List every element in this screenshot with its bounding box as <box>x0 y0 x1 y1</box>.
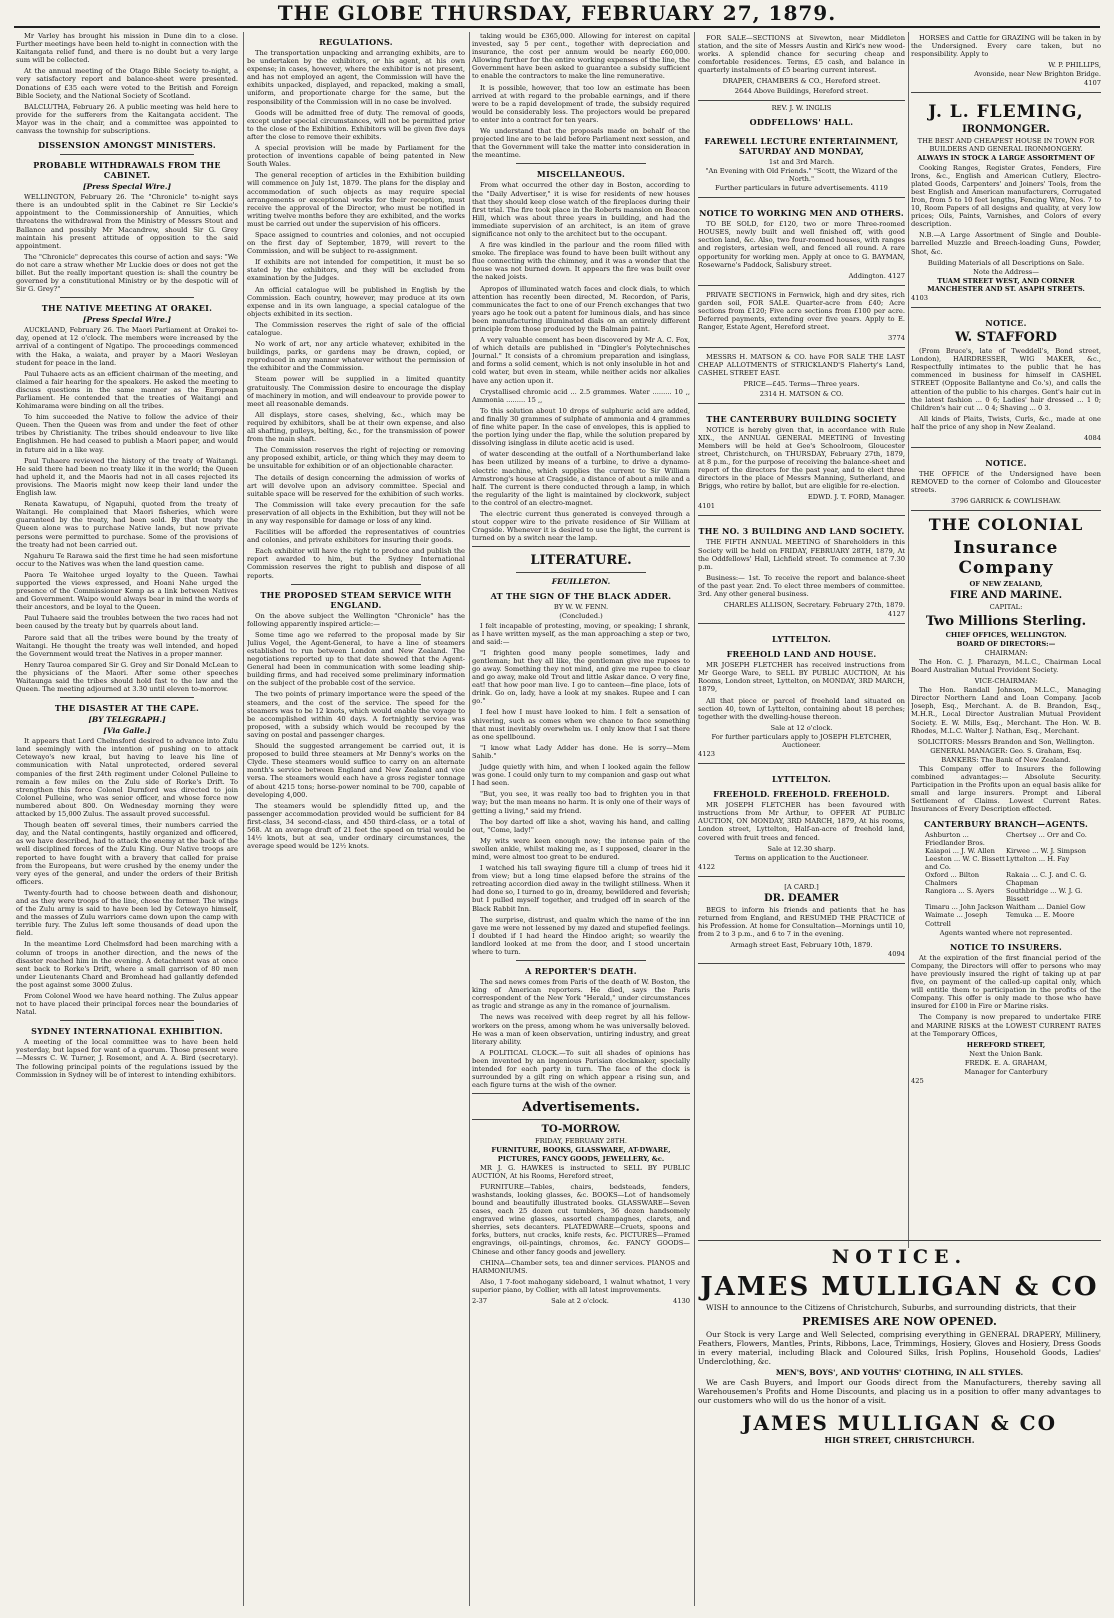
ad-subtitle: IRONMONGER. <box>962 124 1050 136</box>
paragraph: The news was received with deep regret by all his fellow-workers on the press, among whom he was universally beloved. He was a man of keen observation, untiring industry, and great literary ability. <box>472 1013 690 1046</box>
paragraph: Space assigned to countries and colonies, and not occupied on the first day of September, 1879, will revert to the Commission, and will be subject to re-assignment. <box>247 230 465 256</box>
paragraph: From Colonel Wood we have heard nothing. The Zulus appear not to have placed their principal forces near the boundaries of Natal. <box>16 992 238 1017</box>
paragraph: A fire was kindled in the parlour and the room filled with smoke. The fireplace was found to have been built without any flue connecting with the chimney, and it was a wonder that the house was not burned down. It appears the fire was built over the naked joists. <box>472 241 690 282</box>
ad-text: Building Materials of all Descriptions on Sale. <box>927 258 1085 267</box>
ad-block <box>698 351 905 403</box>
ad-signature: EDWD. J. T. FORD, Manager. <box>807 493 905 502</box>
headline: THE NATIVE MEETING AT ORAKEI. <box>41 303 213 314</box>
ad-subtitle: OF NEW ZEALAND, <box>969 580 1043 589</box>
ad-text: For further particulars apply to JOSEPH FLETCHER, Auctioneer. <box>711 732 892 749</box>
ad-heading: TO-MORROW. <box>541 1124 621 1136</box>
paragraph: A meeting of the local committee was to have been held yesterday, but lapsed for want of a quorum. Those present were—Messrs C. W. Turner, J. Rosemont, and A. A. Bird (secretary). The following principal points of the regulations issued by the Commission in Sydney will be of interest to intending exhibitors. <box>16 1038 238 1079</box>
wire-label: [Press Special Wire.] <box>82 182 172 192</box>
paragraph: On the above subject the Wellington "Chronicle" has the following apparently inspired article:— <box>247 611 465 628</box>
section-heading: LITERATURE. <box>530 553 632 569</box>
paragraph: Judge quietly with him, and when I looked again the fellow was gone. I could only turn to my companion and gasp out what I had seen. <box>472 763 690 788</box>
paragraph: The details of design concerning the admission of works of art will devolve upon an advisory committee. Special and suitable space will be reserved for the exhibition of such works. <box>247 473 465 498</box>
divider <box>472 1119 690 1120</box>
ad-block <box>698 627 905 764</box>
paragraph: This Company offer to Insurers the following combined advantages:— Absolute Security. Participation in the Profits upon an equal basis alike for small and large insurers. Prompt and Liberal Settlement of Claims. Lowest Current Rates. Insurances of Every Description effected. <box>911 764 1101 814</box>
paragraph: The general reception of articles in the Exhibition building will commence on July 1st, 1879. The plans for the display and accommodation of such objects as may require special arrangements or exceptional works for their reception, must receive the approval of the Director, who must be notified in writing twelve months before they are exhibited, and the works must be carried out under the supervision of his officers. <box>247 171 465 228</box>
divider <box>516 572 647 573</box>
ad-sale-time: Sale at 12.30 sharp. <box>767 844 836 853</box>
paragraph: It is possible, however, that too low an estimate has been arrived at with regard to the probable earnings, and if there were to be a rapid development of trade, the subsidy required would be considerably less. The projectors would be prepared to enter into a contract for ten years. <box>472 83 690 124</box>
ad-sale-time: Sale at 2 o'clock. <box>551 1297 609 1305</box>
paragraph: AUCKLAND, February 26. The Maori Parliament at Orakei to-day, opened at 12 o'clock. The members were increased by the arrival of a contingent of Ngatipo. The proceedings commenced with the Haka, a waiata, and prayer by a Maori Wesleyan student for peace in the land. <box>16 326 238 367</box>
ad-block <box>911 32 1101 93</box>
paragraph: of water descending at the outfall of a Northumberland lake has been utilized by means of a turbine, to drive a dynamo-electric machine, which supplies the current to Sir William Armstrong's house at Cragside, a distance of about a mile and a half. The current is there conducted through a lamp, in which the regularity of the light is maintained by clockwork, subject to the control of an electro-magnet. <box>472 450 690 507</box>
paragraph: To him succeeded the Native to follow the advice of their Queen. Then the Queen was from and under the feet of other tribes by Christianity. The tribes should endeavour to live like Englishmen. He had ceased to publish a Maori paper, and would in future aid in a like way. <box>16 413 238 454</box>
ad-ref: 4123 <box>698 750 716 759</box>
ad-subheading: FREEHOLD. FREEHOLD. FREEHOLD. <box>713 789 890 800</box>
ad-text: BANKERS: The Bank of New Zealand. <box>941 755 1071 764</box>
paragraph: The "Chronicle" deprecates this course of action and says: "We do not care a straw whether Mr Luckie does or does not get the billet. But the really important question is: shall the country be governed by a constitutional Ministry or by the despotic will of Sir G. Grey?" <box>16 252 238 294</box>
ad-text: Avonside, near New Brighton Bridge. <box>974 70 1101 79</box>
paragraph: We are Cash Buyers, and Import our Goods direct from the Manufacturers, thereby saving all Warehousemen's Profits and Home Discounts, and placing us in a position to offer many advantages to our customers who will do us the honor of a visit. <box>698 1378 1101 1406</box>
ad-heading: NOTICE. <box>985 318 1027 329</box>
ad-signature: DRAPER, CHAMBERS & CO., Hereford street. <box>722 77 881 86</box>
paragraph: Some time ago we referred to the proposal made by Sir Julius Vogel, the Agent-General, to have a line of steamers established to run between London and New Zealand. The negotiations reported up to that date showed that the Agent-General had been in communication with some leading ship-building firms, and had received some preliminary information on the subject of the probable cost of the service. <box>247 630 465 688</box>
ad-date: FRIDAY, FEBRUARY 28TH. <box>534 1137 628 1146</box>
ad-text: THE BEST AND CHEAPEST HOUSE IN TOWN FOR BUILDERS AND GENERAL IRONMONGERY. <box>917 137 1095 154</box>
ad-heading: THE CANTERBURY BUILDING SOCIETY <box>706 413 897 424</box>
ad-text: Further particulars in future advertisements. 4119 <box>715 184 888 193</box>
paragraph: MR J. G. HAWKES is instructed to SELL BY PUBLIC AUCTION, At his Rooms, Hereford street, <box>472 1163 690 1180</box>
paragraph: FOR SALE—SECTIONS at Sivewton, near Middleton station, and the site of Messrs Austin and Kirk's new wood-works. A splendid chance for securing cheap and comfortable residences. Terms, £5 cash, and balance in quarterly instalments of £5 bearing current interest. <box>698 34 905 75</box>
ad-ref: 4107 <box>1083 79 1101 88</box>
ad-text: ALWAYS IN STOCK A LARGE ASSORTMENT OF <box>917 154 1095 163</box>
paragraph: Steam power will be supplied in a limited quantity gratuitously. The Commission desire to encourage the display of machinery in motion, and will endeavour to provide power to meet all reasonable demands. <box>247 375 465 408</box>
ad-label: CAPITAL: <box>989 603 1023 612</box>
ad-block <box>911 96 1101 308</box>
paragraph: Apropos of illuminated watch faces and clock dials, to which attention has recently been directed, M. Recordon, of Paris, communicates the fact to one of our French exchanges that two years ago he took out a patent for luminous dials, and has since been manufacturing illuminated dials on an entirely different principle from those produced by the Balmain paint. <box>472 284 690 333</box>
paragraph: Paora Te Waitohee urged loyalty to the Queen. Tawhai supported the views expressed, and Hoani Nahe urged the presence of the Commissioner Kemp as a link between Natives and Government. Waipo would always bear in mind the words of their ancestors, and be loyal to the Queen. <box>16 570 238 612</box>
ad-title: DR. DEAMER <box>764 893 839 904</box>
paragraph: The electric current thus generated is conveyed through a stout copper wire to the private residence of Sir William at Cragside. Whenever it is desired to use the light, the current is turned on by a switch near the lamp. <box>472 509 690 543</box>
paragraph: FURNITURE—Tables, chairs, bedsteads, fenders, washstands, looking glasses, &c. BOOKS—Lot of handsomely bound and beautifully illustrated books. GLASSWARE—Seven cases, each 25 dozen cut tumblers, 36 dozen handsomely engraved wine glasses, assorted champagnes, clarets, and sherries, sets decanters. PLATEDWARE—Cruets, spoons and forks, butters, nut cracks, knife rests, &c. PICTURES—Framed engravings, oil-paintings, chromos, &c. FANCY GOODS—Chinese and other fancy goods and jewellery. <box>472 1182 690 1256</box>
divider <box>291 584 422 585</box>
ad-text: Note the Address— <box>973 267 1039 276</box>
headline: THE PROPOSED STEAM SERVICE WITH ENGLAND. <box>260 589 452 610</box>
column-divider <box>694 32 695 1606</box>
ad-block <box>911 451 1101 511</box>
ad-text: Agents wanted where not represented. <box>939 928 1073 937</box>
column-divider <box>908 32 909 1248</box>
paragraph: Goods will be admitted free of duty. The removal of goods, except under special circumstances, will not be permitted prior to the close of the Exhibition. Exhibitors will be given five days after the close to remove their exhibits. <box>247 108 465 141</box>
divider <box>472 1093 690 1094</box>
agent-entry: Waimate ... Joseph Cottrell <box>925 911 988 928</box>
paragraph: It appears that Lord Chelmsford desired to advance into Zulu land seemingly with the intention of pushing on to attack Cetewayo's new kraal, but having to leave his line of communication with Natal unprotected, ordered several companies of the first 24th regiment under Colonel Pulleine to remain a few miles on the Zulu side of Rorke's Drift. To strengthen this force Colonel Durnford was directed to join Colonel Pulleine, who was senior officer, and whose force now numbered about 800. On Wednesday morning they were attacked by 15,000 Zulus. The assault proved successful. <box>16 737 238 819</box>
agent-entry: Lyttelton ... H. Fay <box>1006 854 1070 863</box>
ad-text: PRICE—£45. Terms—Three years. <box>743 380 860 389</box>
subheading: FEUILLETON. <box>551 577 611 587</box>
ad-title: THE COLONIAL <box>928 515 1084 535</box>
ad-title: FAREWELL LECTURE ENTERTAINMENT, SATURDAY AND MONDAY, <box>704 135 899 156</box>
paragraph: All that piece or parcel of freehold land situated on section 40, town of Lyttelton, containing about 18 perches; together with the dwelling-house thereon. <box>698 696 905 721</box>
ad-text: Terms on application to the Auctioneer. <box>734 853 869 862</box>
ad-title: Insurance Company <box>953 538 1059 579</box>
ad-name: REV. J. W. INGLIS <box>771 103 832 112</box>
ad-heading: NOTICE TO WORKING MEN AND OTHERS. <box>699 208 904 219</box>
paragraph: Cooking Ranges, Register Grates, Fenders, Fire Irons, &c., English and American Cutlery, Electro-plated Goods, Carpenters' and Joiners' Tools, from the best English and American manufacturers, Corrugated Iron, from 5 to 10 feet lengths, Fencing Wire, Nos. 7 to 10, Room Papers of all designs and quality, at very low prices; Oils, Paints, Varnishes, and Colors of every description. <box>911 163 1101 229</box>
ad-title: JAMES MULLIGAN & CO <box>700 1272 1099 1302</box>
paragraph: A POLITICAL CLOCK.—To suit all shades of opinions has been invented by an ingenious Parisian clockmaker, specially intended for each party in turn. The face of the clock is surrounded by a gilt ring on which appear a rising sun, and each figure turns at the wish of the owner. <box>472 1048 690 1090</box>
ad-block <box>698 129 905 198</box>
ad-label: [A CARD.] <box>784 882 819 891</box>
paragraph: The Hon. Randall Johnson, M.L.C., Managing Director Northern Land and Loan Company. Jacob Joseph, Esq., Merchant. A. de B. Brandon, Esq., M.H.R., Local Director Australian Mutual Provident Society. E. W. Mills, Esq., Merchant. The Hon. W. B. Rhodes, M.L.C. Walter J. Nathan, Esq., Merchant. <box>911 686 1101 735</box>
masthead <box>0 0 1114 26</box>
paragraph: Henry Tauroa compared Sir G. Grey and Sir Donald McLean to the physicians of the Maori. After some other speeches Waitaunga said the tribes should hold fast to the law and the Queen. The meeting adjourned at 3.30 until eleven to-morrow. <box>16 660 238 694</box>
paragraph: N.B.—A Large Assortment of Single and Double-barrelled Muzzle and Breech-loading Guns, Powder, Shot, &c. <box>911 231 1101 256</box>
divider <box>516 960 647 961</box>
paragraph: The transportation unpacking and arranging exhibits, are to be undertaken by the exhibitors, or his agent, at his own expense; in cases, however, where the exhibitor is not present, and has not employed an agent, the Commission will have the exhibits unpacked, displayed, and repacked, making a small, uniform, and proportionate charge for the same, but the responsibility of the Commission will in no case be involved. <box>247 49 465 106</box>
ad-heading: CANTERBURY BRANCH—AGENTS. <box>923 818 1089 829</box>
paragraph: The two points of primary importance were the speed of the steamers, and the cost of the service. The speed for the steamers was to be 12 knots, which would enable the voyage to be accomplished within 40 days. A fortnightly service was proposed, with a subsidy which would be recouped by the saving on postal and passenger charges. <box>247 690 465 739</box>
divider <box>60 697 193 698</box>
ad-ref: 4094 <box>887 950 905 959</box>
wire-label: [Press Special Wire.] <box>82 315 172 325</box>
paragraph: All kinds of Plaits, Twists, Curls, &c., made at one half the price of any shop in New Zealand. <box>911 414 1101 431</box>
paragraph: Paul Tuhaere acts as an efficient chairman of the meeting, and claimed a fair hearing for the speakers. He asked the meeting to discuss questions in the same manner as the European Parliament. He contended that the treaties of Waitangi and Kohimarama were binding on all the tribes. <box>16 369 238 411</box>
column-divider <box>469 32 470 1606</box>
ad-ref: 2-37 <box>472 1297 488 1305</box>
ad-heading: LYTTELTON. <box>771 634 832 645</box>
paragraph: CHINA—Chamber sets, tea and dinner services. PIANOS and HARMONIUMS. <box>472 1258 690 1275</box>
ad-title: W. STAFFORD <box>955 330 1057 346</box>
column-2 <box>247 32 465 1606</box>
paragraph: The Commission will take every precaution for the safe preservation of all objects in the Exhibition, but they will not be in any way responsible for damage or loss of any kind. <box>247 500 465 525</box>
wire-label: [Via Galle.] <box>103 726 151 736</box>
ad-signature: W. P. PHILLIPS, <box>1048 61 1101 70</box>
paragraph: The boy darted off like a shot, waving his hand, and calling out, "Come, lady!" <box>472 817 690 834</box>
paragraph: Renata Kawatupu, of Ngapuhi, quoted from the treaty of Waitangi. He complained that Maori fisheries, which were guaranteed by the treaty, had been sold. By that treaty the Queen alone was to purchase Native lands, but now private persons were permitted to purchase. Some of the provisions of the treaty had not been carried out. <box>16 500 238 549</box>
paragraph: "I frighten good many people sometimes, lady and gentleman; but they all like, the gentleman give me rupees to go away. Something they not mind, and give me rupee to clear and go away, make old Trout and little Askar dance. O very fine, eat! that how poor man live. I go to canteen—fine place, lots of drink. Go on, lady, have a look at my snakes. Rupee and I can go." <box>472 648 690 706</box>
ad-heading: NOTICE. <box>831 1246 968 1268</box>
column-divider <box>243 32 244 1606</box>
paragraph: I watched his tall swaying figure till a clump of trees hid it from view; but a long time elapsed before the strains of the retreating accordion died away in the twilight stillness. When it had done so, I turned to go in, dreamy, bewildered and feverish; but I pulled myself together, and trudged off in search of the Black Rabbit Inn. <box>472 864 690 913</box>
paragraph: "I know what Lady Adder has done. He is sorry—Mem Sahib." <box>472 743 690 760</box>
paragraph: THE OFFICE of the Undersigned have been REMOVED to the corner of Colombo and Gloucester streets. <box>911 470 1101 495</box>
agent-entry: Southbridge ... W. J. G. Bissett <box>1006 887 1083 904</box>
paragraph: To this solution about 10 drops of sulphuric acid are added, and finally 30 grammes of sulphate of ammonia and 4 grammes of fine white paper. In the case of envelopes, this is applied to the portion lying under the flap, while the solution prepared by dissolving isinglass in dilute acetic acid is used. <box>472 406 690 448</box>
continuation-label: (Concluded.) <box>559 612 603 621</box>
paragraph: NOTICE is hereby given that, in accordance with Rule XIX., the ANNUAL GENERAL MEETING of Investing Members will be held at Gee's Schoolroom, Gloucester street, Christchurch, on THURSDAY, February 27th, 1879, at 8 p.m., for the purpose of receiving the balance-sheet and report of the directors for the past year, and to elect three directors in the place of Messrs Manning, Sutherland, and Briggs, who retire by ballot, but are eligible for re-election. <box>698 425 905 491</box>
ad-heading: THE NO. 3 BUILDING AND LAND SOCIETY. <box>698 526 905 537</box>
paragraph: At the annual meeting of the Otago Bible Society to-night, a very satisfactory report and balance-sheet were presented. Donations of £35 each were voted to the British and Foreign Bible Society, and the National Society of Scotland. <box>16 67 238 100</box>
agent-entry: Rangiora ... S. Ayers <box>925 887 995 896</box>
ad-subtitle: PREMISES ARE NOW OPENED. <box>802 1315 997 1328</box>
paragraph: BEGS to inform his friends and patients that he has returned from England, and RESUMED THE PRACTICE of his Profession. At home for Consultation—Mornings until 10, from 2 to 3 p.m., and 6 to 7 in the evening. <box>698 906 905 939</box>
paragraph: MR JOSEPH FLETCHER has received instructions from Mr George Ware, to SELL BY PUBLIC AUCTION, At his Rooms, London street, Lyttelton, on MONDAY, 3RD MARCH, 1879, <box>698 661 905 694</box>
ad-block <box>698 407 905 517</box>
mulligan-ad <box>698 1240 1101 1607</box>
agents-list <box>911 831 1101 928</box>
paragraph: (From Bruce's, late of Tweddell's, Bond street, London), HAIRDRESSER, WIG MAKER, &c., Respectfully intimates to the public that he has commenced in business for himself in CASHEL STREET (Opposite Ballantyne and Co.'s), and calls the attention of the public to his charges. Gent's hair cut in the latest fashion ... 0 6; Ladies' hair dressed ... 1 0; Children's hair cut ... 0 4; Shaving ... 0 3. <box>911 347 1101 412</box>
ad-ref: 2644 Above Buildings, Hereford street. <box>734 86 869 95</box>
ad-ref: 3774 <box>887 334 905 343</box>
ad-address: HIGH STREET, CHRISTCHURCH. <box>824 1435 975 1446</box>
ad-text: Armagh street East, February 10th, 1879. <box>730 941 873 950</box>
divider <box>516 163 647 164</box>
ad-address: Next the Union Bank. <box>969 1049 1043 1058</box>
paragraph: My wits were keen enough now; the intense pain of the swollen ankle, whilst making me, as I supposed, clearer in the mind, were almost too great to be endured. <box>472 836 690 861</box>
ad-signature: CHARLES ALLISON, Secretary. February 27th, 1879. <box>723 601 905 610</box>
paragraph: We understand that the proposals made on behalf of the projected line are to be laid before Parliament next session, and that the Government will take the matter into consideration in the meantime. <box>472 127 690 160</box>
ad-block <box>698 880 905 965</box>
divider <box>60 1020 193 1021</box>
paragraph: A special provision will be made by Parliament for the protection of inventions capable of being patented in New South Wales. <box>247 144 465 169</box>
agent-entry: Kirwee ... W. J. Simpson <box>1006 846 1087 855</box>
column-5 <box>911 32 1101 1238</box>
ad-ref: 4103 <box>911 293 929 302</box>
ad-text: MEN'S, BOYS', AND YOUTHS' CLOTHING, IN ALL STYLES. <box>775 1368 1024 1377</box>
paragraph: "But, you see, it was really too bad to frighten you in that way; but the man means no harm. It is only one of their ways of getting a living," said my friend. <box>472 790 690 815</box>
ad-title: JAMES MULLIGAN & CO <box>741 1411 1058 1436</box>
ad-title: J. L. FLEMING, <box>928 102 1084 123</box>
agent-entry: Rakaia ... C. J. and C. G. Chapman <box>1006 871 1087 888</box>
ad-heading: NOTICE TO INSURERS. <box>949 941 1063 952</box>
ad-heading: LYTTELTON. <box>771 774 832 785</box>
ad-signature: 3796 GARRICK & COWLISHAW. <box>951 497 1061 506</box>
agent-entry: Temuka ... E. Moore <box>1006 911 1075 920</box>
ad-ref: 4084 <box>1083 434 1101 442</box>
agent-entry: Ashburton ... Friedlander Bros. <box>925 830 985 847</box>
ad-date: 1st and 3rd March. <box>768 157 835 166</box>
ad-block <box>911 311 1101 448</box>
ad-label: CHAIRMAN: <box>984 648 1028 657</box>
paragraph: Business:— 1st. To receive the report and balance-sheet of the past year. 2nd. To elect three members of committee. 3rd. Any other general business. <box>698 573 905 599</box>
paragraph: The Commission reserves the right of rejecting or removing any proposed exhibit, article, or thing which they may deem to be unsuitable for exhibition or of an objectionable character. <box>247 446 465 471</box>
agent-entry: Waitham ... Daniel Gow <box>1006 903 1086 912</box>
masthead-rule <box>14 26 1100 28</box>
ad-subheading: FURNITURE, BOOKS, GLASSWARE, AT-DWARE, PICTURES, FANCY GOODS, JEWELLERY, &c. <box>491 1146 671 1163</box>
paragraph: At the expiration of the first financial period of the Company, the Directors will offer to persons who may have previously insured the right of taking up at par five, on payment of the called-up capital only, which will entitle them to participation in the profits of the Company. This offer is only made to those who have insured for £100 in Fire or Marine risks. <box>911 953 1101 1011</box>
headline: DISSENSION AMONGST MINISTERS. <box>38 140 216 151</box>
paragraph: MESSRS H. MATSON & CO. have FOR SALE THE LAST CHEAP ALLOTMENTS of STRICKLAND'S Flaherty's Land, CASHEL STREET EAST. <box>698 353 905 378</box>
agent-entry: Oxford ... Bilton Chalmers <box>925 871 980 888</box>
ad-ref: Addington. 4127 <box>848 271 905 280</box>
paragraph: The sad news comes from Paris of the death of W. Boston, the king of American reporters. He died, says the Paris correspondent of the New York "Herald," under circumstances as tragic and strange as any in the romance of journalism. <box>472 978 690 1011</box>
paragraph: HORSES and Cattle for GRAZING will be taken in by the Undersigned. Every care taken, but no responsibility. Apply to <box>911 34 1101 59</box>
paragraph: Facilities will be afforded the representatives of countries and colonies, and private exhibitors for insuring their goods. <box>247 528 465 545</box>
subheadline: PROBABLE WITHDRAWALS FROM THE CABINET. <box>33 160 221 181</box>
story-title: AT THE SIGN OF THE BLACK ADDER. <box>490 591 672 602</box>
insurance-ad <box>911 515 1101 1085</box>
divider <box>60 297 193 298</box>
paragraph: MR JOSEPH FLETCHER has been favoured with instructions from Mr Arthur, to OFFER AT PUBLIC AUCTION, ON MONDAY, 3RD MARCH, 1879, At his rooms, London street, Lyttelton, Half-an-acre of freehold land, covered with fruit trees and fenced. <box>698 801 905 842</box>
paragraph: TO BE SOLD, for £120, two or more Three-roomed HOUSES, newly built and well finished off, with good section land, &c. Also, two four-roomed houses, with ranges and registers, artesian well, and fenced all round. A rare opportunity for working men. Apply at once to G. BAYMAN, Rosewarne's Paddock, Salisbury street. <box>698 220 905 269</box>
column-1 <box>16 32 238 1606</box>
paragraph: Though beaten off several times, their numbers carried the day, and the Natal contingents, hastily organized and officered, as we have described, had to attack the enemy at the back of the well disciplined forces of the Zulu King. Our Native troops are reported to have fought with a bravery that called for praise from the Europeans, but were crushed by the enemy under the very eyes of the general, and under the orders of their British officers. <box>16 821 238 886</box>
ad-address: TUAM STREET WEST, AND CORNER MANCHESTER AND ST. ASAPH STREETS. <box>927 276 1085 293</box>
paragraph: The Commission reserves the right of sale of the official catalogue. <box>247 320 465 337</box>
paragraph: A very valuable cement has been discovered by Mr A. C. Fox, of which details are published in "Dingler's Polytechnisches Journal." It consists of a chromium preparation and isinglass, and forms a solid cement, which is not only insoluble in hot and cold water, but even in steam, while neither acids nor alkalies have any action upon it. <box>472 336 690 385</box>
ad-block <box>698 201 905 286</box>
paragraph: The steamers would be splendidly fitted up, and the passenger accommodation provided would be sufficient for 84 first-class, 34 second-class, and 450 third-class, or a total of 568. At an average draft of 21 feet the speed on trial would be 14½ knots, but at sea, under ordinary circumstances, the average speed would be 12½ knots. <box>247 801 465 851</box>
paragraph: THE FIFTH ANNUAL MEETING of Shareholders in this Society will be held on FRIDAY, FEBRUARY 28TH, 1879, At the Oddfellows' Hall, Lichfield street. To commence at 7.30 p.m. <box>698 538 905 571</box>
agent-entry: Kaiapoi ... J. W. Allen <box>925 846 995 855</box>
ad-block <box>698 519 905 624</box>
paragraph: BALCLUTHA, February 26. A public meeting was held here to provide for the sufferers from the Kaitangata accident. The Mayor was in the chair, and a committee was appointed to canvass the township for subscriptions. <box>16 102 238 136</box>
agent-entry: Chertsey ... Orr and Co. <box>1006 830 1087 839</box>
ad-ref: 425 <box>911 1077 924 1086</box>
divider <box>60 154 193 155</box>
paragraph: WELLINGTON, February 26. The "Chronicle" to-night says there is an undoubted split in the Cabinet re Sir Leckie's appointment to the Commissionership of Annuities, which threatens the withdrawal from the Ministry of Messrs Stout and Ballance and possibly Mr Macandrew, should Sir G. Grey maintain his present attitude of opposition to the said appointment. <box>16 193 238 250</box>
paragraph: Twenty-fourth had to choose between death and dishonour, and as they were troops of the line, chose the former. The wings of the Zulu army is said to have been led by Cetewayo himself, and the masses of Zulu warriors came down upon the camp with terrible fury. The Zulus left some thousands of dead upon the field. <box>16 888 238 938</box>
ad-ref: 2314 H. MATSON & CO. <box>759 389 844 398</box>
paragraph: Ngahuru Te Rarawa said the first time he had seen misfortune occur to the Natives was when the land question came. <box>16 551 238 568</box>
headline: REGULATIONS. <box>319 37 393 47</box>
ad-block <box>698 289 905 348</box>
paragraph: Paul Tuhaere said the troubles between the two races had not been caused by the treaty but by quarrels about land. <box>16 614 238 631</box>
ad-address: HEREFORD STREET, <box>966 1040 1046 1049</box>
column-4 <box>698 32 905 1238</box>
paragraph: The Hon. C. J. Pharazyn, M.L.C., Chairman Local Board Australian Mutual Provident Society. <box>911 657 1101 674</box>
masthead-title: THE GLOBE THURSDAY, FEBRUARY 27, 1879. <box>277 1 837 25</box>
ad-ref: 4122 <box>698 862 716 871</box>
headline: MISCELLANEOUS. <box>536 169 626 180</box>
headline: SYDNEY INTERNATIONAL EXHIBITION. <box>31 1026 223 1037</box>
paragraph: taking would be £365,000. Allowing for interest on capital invested, say 5 per cent., together with depreciation and insurance, the cost per annum would be nearly £60,000. Allowing further for the entire working expenses of the line, the Government have been asked to guarantee a subsidy sufficient to enable the contractors to make the line remunerative. <box>472 32 690 81</box>
paragraph: I feel how I must have looked to him. I felt a sensation of shivering, such as comes when we chance to face something that must inevitably overwhelm us. I only know that I sat there as one spellbound. <box>472 708 690 741</box>
ad-ref: 4127 <box>887 610 905 619</box>
paragraph: WISH to announce to the Citizens of Christchurch, Suburbs, and surrounding districts, that their <box>706 1303 1077 1312</box>
ad-subheading: FREEHOLD LAND AND HOUSE. <box>726 649 877 660</box>
byline: BY W. W. FENN. <box>553 603 609 612</box>
paragraph: Parore said that all the tribes were bound by the treaty of Waitangi. He thought the treaty was well intended, and hoped the Government would treat the Natives in a proper manner. <box>16 633 238 658</box>
divider <box>472 546 690 547</box>
paragraph: The Company is now prepared to undertake FIRE and MARINE RISKS at the LOWEST CURRENT RATES at the Temporary Offices, <box>911 1013 1101 1038</box>
ad-text: "An Evening with Old Friends." "Scott, the Wizard of the North." <box>705 166 898 183</box>
ad-heading: ODDFELLOWS' HALL. <box>749 116 854 127</box>
paragraph: Each exhibitor will have the right to produce and publish the report awarded to him, but the Sydney International Commission reserves the right to publish and dispose of all reports. <box>247 547 465 580</box>
paragraph: PRIVATE SECTIONS in Fernwick, high and dry sites, rich garden soil, FOR SALE. Quarter-acre from £40; Acre sections from £120; Five acre sections from £100 per acre. Deferred payments, extending over five years. Apply to E. Ranger, Estate Agent, Hereford street. <box>698 290 905 332</box>
ad-signature: Manager for Canterbury <box>964 1067 1048 1076</box>
ad-text: SOLICITORS: Messrs Brandon and Son, Wellington. <box>917 737 1095 746</box>
paragraph: In the meantime Lord Chelmsford had been marching with a column of troops in another direction, and the news of the disaster reached him in the evening. A detachment was at once sent back to Rorke's Drift, where a small garrison of 80 men under Lieutenants Chard and Bromhead had gallantly defended the post against some 3000 Zulus. <box>16 940 238 989</box>
paragraph: No work of art, nor any article whatever, exhibited in the buildings, parks, or gardens may be drawn, copied, or reproduced in any manner whatever without the permission of the exhibitor and the Commission. <box>247 340 465 373</box>
ad-block <box>698 32 905 101</box>
ad-ref: 4130 <box>672 1297 690 1305</box>
ad-label: VICE-CHAIRMAN: <box>974 677 1038 686</box>
ad-ref: 4101 <box>698 502 716 511</box>
paragraph: Should the suggested arrangement be carried out, it is proposed to build three steamers at Mr Denny's works on the Clyde. These steamers would suffice to carry on an alternate month's service between England and New Zealand and vice versa. The steamers would each have a gross register tonnage of about 4215 tons; horse-power nominal to be 700, capable of developing 4,000. <box>247 742 465 799</box>
ad-text: GENERAL MANAGER: Geo. S. Graham, Esq. <box>930 746 1082 755</box>
paragraph: If exhibits are not intended for competition, it must be so stated by the exhibitors, and they will be excluded from examination by the Judges. <box>247 258 465 283</box>
wire-label: [BY TELEGRAPH.] <box>88 715 166 725</box>
paragraph: All displays, store cases, shelving, &c., which may be required by exhibitors, shall be at their own expense, and also all shafting, pulleys, belting, &c., for the transmission of power from the main shaft. <box>247 410 465 444</box>
paragraph: I felt incapable of protesting, moving, or speaking; I shrank, as I have written myself, as the man approaching a step or two, and said:— <box>472 621 690 646</box>
paragraph: Also, 1 7-foot mahogany sideboard, 1 walnut whatnot, 1 very superior piano, by Collier, with all latest improvements. <box>472 1277 690 1294</box>
ad-capital: Two Millions Sterling. <box>925 613 1087 629</box>
paragraph: The surprise, distrust, and qualm which the name of the inn gave me were not lessened by my dazed and stupefied feelings. I doubted if I had heard the Hindoo aright; so wearily the landlord looked at me from the door, and I stood uncertain where to turn. <box>472 915 690 956</box>
paragraph: Mr Varley has brought his mission in Dune din to a close. Further meetings have been held to-night in connection with the Kaitangata relief fund, and there is no doubt but a very large sum will be collected. <box>16 32 238 65</box>
ad-block <box>698 767 905 877</box>
ad-sale-time: Sale at 12 o'clock. <box>770 723 833 732</box>
agent-entry: Leeston ... W. C. Bissett and Co. <box>925 854 1005 871</box>
headline: THE DISASTER AT THE CAPE. <box>54 703 200 714</box>
column-3 <box>472 32 690 1606</box>
paragraph: Our Stock is very Large and Well Selected, comprising everything in GENERAL DRAPERY, Millinery, Feathers, Flowers, Mantles, Prints, Ribbons, Lace, Trimmings, Hosiery, Gloves and Hosiery, Dress Goods in every material, including Black and Coloured Silks, Irish Poplins, Household Goods, Ladies' Underclothing, &c. <box>698 1330 1101 1366</box>
ad-text: CHIEF OFFICES, WELLINGTON. <box>945 630 1067 639</box>
section-heading: Advertisements. <box>522 1100 640 1116</box>
ad-heading: NOTICE. <box>985 458 1027 468</box>
ad-signature: FREDK. E. A. GRAHAM, <box>964 1058 1048 1067</box>
ad-text: BOARD OF DIRECTORS:— <box>956 639 1056 648</box>
agent-entry: Timaru ... John Jackson <box>925 903 1004 912</box>
paragraph: Paul Tuhaere reviewed the history of the treaty of Waitangi. He said there had been no treaty like it in the world; the Queen had upheld it, and the Maoris had not in all cases rejected its provisions. The Maoris might now keep their land under the English law. <box>16 456 238 498</box>
headline: A REPORTER'S DEATH. <box>525 966 637 977</box>
paragraph: Crystallised chromic acid ... 2.5 grammes. Water ......... 10 ,, Ammonia ......... 15 ,, <box>472 387 690 404</box>
ad-footer <box>472 1297 690 1305</box>
paragraph: An official catalogue will be published in English by the Commission. Each country, however, may produce at its own expense and in its own language, a special catalogue of the objects exhibited in its section. <box>247 285 465 318</box>
paragraph: From what occurred the other day in Boston, according to the "Daily Advertiser," it is wise for residents of new houses that they should keep close watch of the fireplaces during their first trial. The fire took place in the Roberts mansion on Beacon Hill, which was about three years in building, and had the immediate supervision of an architect, is an item of grave significance not only to the architect but to the occupant. <box>472 181 690 238</box>
ad-subtitle: FIRE AND MARINE. <box>949 590 1063 602</box>
